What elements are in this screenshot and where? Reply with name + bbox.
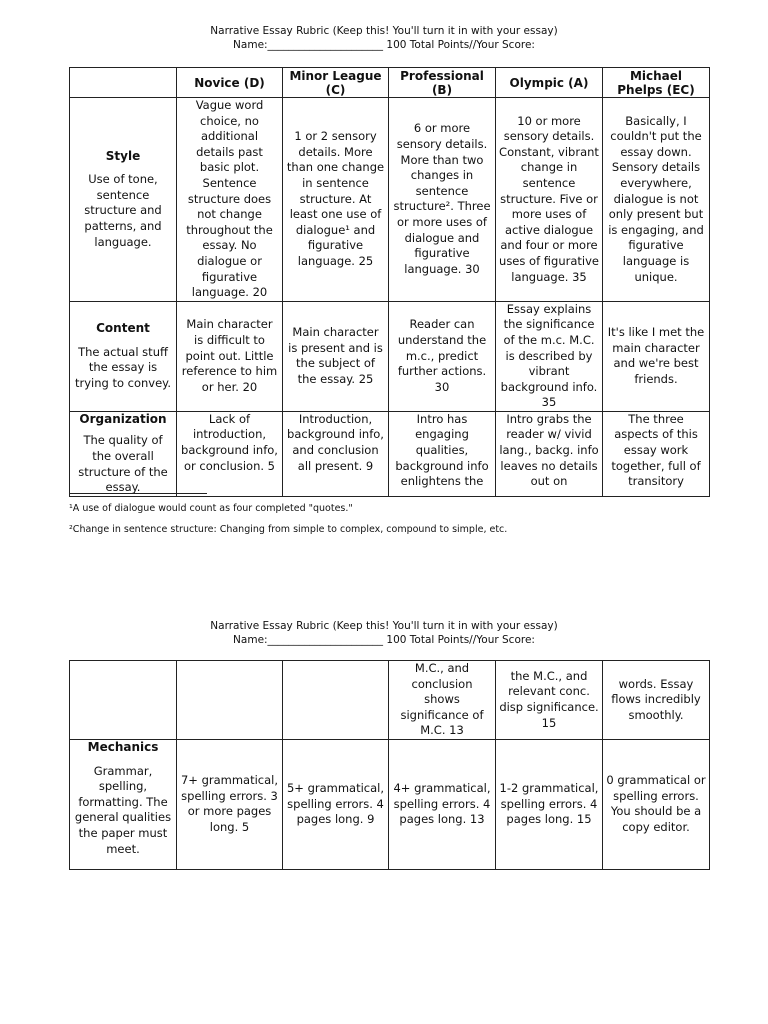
mechanics-olympic-cell xyxy=(496,739,603,869)
organization-minor-league-text: Introduction, background info, and conclusion all present. 9 xyxy=(287,411,384,473)
content-michael-phelps-cell xyxy=(603,301,710,411)
continued-category-cell xyxy=(70,661,177,740)
style-olympic-text: 10 or more sensory details. Constant, vibrant change in sentence structure. Five or more uses of active dialogue and four or more uses of figurative language. 35 xyxy=(499,113,599,284)
footnote-2: ²Change in sentence structure: Changing from simple to complex, compound to simple, etc. xyxy=(69,524,508,535)
mechanics-novice-text: 7+ grammatical, spelling errors. 3 or more pages long. 5 xyxy=(180,773,279,835)
rubric-table-page2 xyxy=(69,660,710,870)
rubric-table xyxy=(69,67,710,497)
mechanics-description: Grammar, spelling, formatting. The general qualities the paper must meet. xyxy=(74,763,172,856)
continued-olympic-text: the M.C., and relevant conc. disp significance. 15 xyxy=(499,668,599,730)
style-professional-text: 6 or more sensory details. More than two changes in sentence structure². Three or more uses of dialogue and figurative language. 30 xyxy=(393,121,491,276)
organization-novice-text: Lack of introduction, background info, or conclusion. 5 xyxy=(181,411,278,473)
continued-minor-league-cell xyxy=(283,661,389,740)
style-minor-league-text: 1 or 2 sensory details. More than one change in sentence structure. At least one use of dialogue¹ and figurative language. 25 xyxy=(286,129,385,268)
mechanics-professional-text: 4+ grammatical, spelling errors. 4 pages long. 13 xyxy=(393,781,491,827)
style-category-cell xyxy=(70,98,177,302)
mechanics-minor-league-cell xyxy=(283,739,389,869)
style-michael-phelps-cell xyxy=(603,98,710,302)
header-empty-cell xyxy=(70,68,177,98)
content-olympic-text: Essay explains the significance of the m.c. M.C. is described by vibrant background info. 35 xyxy=(500,301,598,410)
content-minor-league-cell xyxy=(283,301,389,411)
organization-label: Organization xyxy=(79,411,167,426)
organization-category-cell xyxy=(70,411,177,496)
style-novice-cell xyxy=(177,98,283,302)
header-row xyxy=(70,68,710,98)
rubric-title-page2: Narrative Essay Rubric (Keep this! You'll turn it in with your essay) xyxy=(210,620,558,632)
organization-olympic-text: Intro grabs the reader w/ vivid lang., backg. info leaves no details out on xyxy=(499,411,599,489)
mechanics-michael-phelps-text: 0 grammatical or spelling errors. You should be a copy editor. xyxy=(606,773,706,835)
mechanics-professional-cell xyxy=(389,739,496,869)
content-row xyxy=(70,301,710,411)
organization-olympic-cell xyxy=(496,411,603,496)
rubric-title: Narrative Essay Rubric (Keep this! You'll turn it in with your essay) xyxy=(210,25,558,37)
organization-michael-phelps-text: The three aspects of this essay work together, full of transitory xyxy=(611,411,701,489)
continued-michael-phelps-text: words. Essay flows incredibly smoothly. xyxy=(611,676,701,722)
organization-row xyxy=(70,411,710,496)
organization-michael-phelps-cell xyxy=(603,411,710,496)
style-description: Use of tone, sentence structure and patterns, and language. xyxy=(84,172,162,249)
continued-professional-cell xyxy=(389,661,496,740)
footnote-1: ¹A use of dialogue would count as four completed "quotes." xyxy=(69,503,353,514)
content-novice-cell xyxy=(177,301,283,411)
header-novice: Novice (D) xyxy=(177,68,283,98)
header-professional: Professional (B) xyxy=(389,68,496,98)
mechanics-olympic-text: 1-2 grammatical, spelling errors. 4 pages long. 15 xyxy=(499,781,599,827)
content-michael-phelps-text: It's like I met the main character and we're best friends. xyxy=(607,325,705,386)
style-label: Style xyxy=(105,148,141,163)
content-description: The actual stuff the essay is trying to convey. xyxy=(74,344,172,390)
content-professional-text: Reader can understand the m.c., predict further actions. 30 xyxy=(397,317,487,394)
continued-professional-text: M.C., and conclusion shows significance of M.C. 13 xyxy=(400,661,484,738)
style-minor-league-cell xyxy=(283,98,389,302)
style-professional-cell xyxy=(389,98,496,302)
mechanics-michael-phelps-cell xyxy=(603,739,710,869)
style-row xyxy=(70,98,710,302)
style-michael-phelps-text: Basically, I couldn't put the essay down. Sensory details everywhere, dialogue is not only present but is engaging, and figurative language is unique. xyxy=(608,113,704,284)
header-olympic: Olympic (A) xyxy=(496,68,603,98)
name-score-line-page2: Name:______________________ 100 Total Points//Your Score: xyxy=(233,634,535,646)
organization-minor-league-cell xyxy=(283,411,389,496)
content-professional-cell xyxy=(389,301,496,411)
style-novice-text: Vague word choice, no additional details past basic plot. Sentence structure does not change throughout the essay. No dialogue or figurative language. 20 xyxy=(186,98,273,300)
mechanics-row xyxy=(70,739,710,869)
content-label: Content xyxy=(96,321,150,336)
content-category-cell xyxy=(70,301,177,411)
name-score-line: Name:______________________ 100 Total Points//Your Score: xyxy=(233,39,535,51)
continued-novice-cell xyxy=(177,661,283,740)
organization-professional-text: Intro has engaging qualities, background info enlightens the xyxy=(395,411,489,489)
organization-professional-cell xyxy=(389,411,496,496)
content-novice-text: Main character is difficult to point out. Little reference to him or her. 20 xyxy=(181,317,278,394)
footnote-divider xyxy=(69,493,207,494)
mechanics-novice-cell xyxy=(177,739,283,869)
mechanics-minor-league-text: 5+ grammatical, spelling errors. 4 pages long. 9 xyxy=(286,781,385,827)
style-olympic-cell xyxy=(496,98,603,302)
organization-description: The quality of the overall structure of the essay. xyxy=(78,433,168,495)
organization-novice-cell xyxy=(177,411,283,496)
content-olympic-cell xyxy=(496,301,603,411)
mechanics-category-cell xyxy=(70,739,177,869)
content-minor-league-text: Main character is present and is the subject of the essay. 25 xyxy=(288,325,383,386)
header-michael-phelps: Michael Phelps (EC) xyxy=(603,68,710,98)
organization-continued-row xyxy=(70,661,710,740)
mechanics-label: Mechanics xyxy=(87,739,159,754)
header-minor-league: Minor League (C) xyxy=(283,68,389,98)
continued-michael-phelps-cell xyxy=(603,661,710,740)
continued-olympic-cell xyxy=(496,661,603,740)
